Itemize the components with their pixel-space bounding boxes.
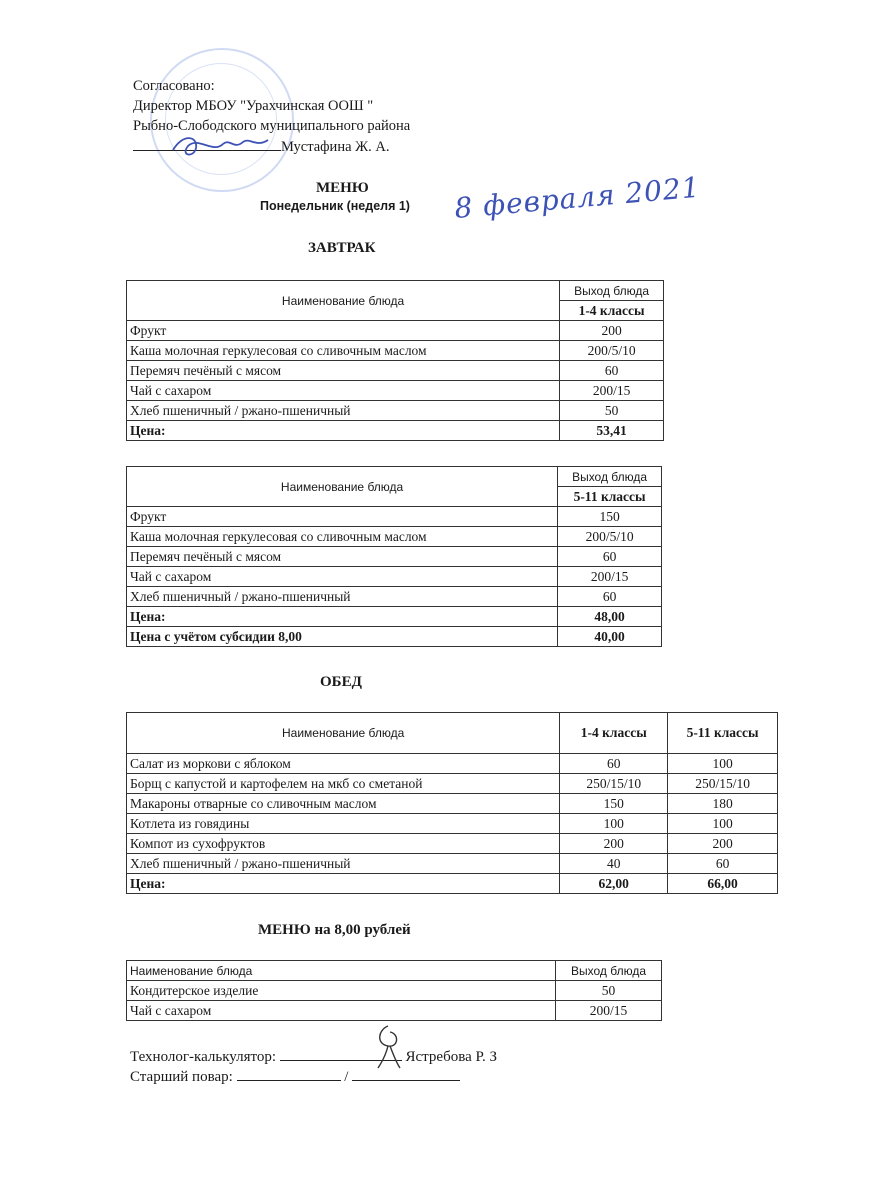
col-header-name: Наименование блюда bbox=[127, 961, 556, 981]
col-header-grade-1-4: 1-4 классы bbox=[560, 713, 668, 754]
table-row: Чай с сахаром 200/15 bbox=[127, 1001, 662, 1021]
table-row: Компот из сухофруктов 200 200 bbox=[127, 834, 778, 854]
col-header-name: Наименование блюда bbox=[127, 713, 560, 754]
menu8-heading: МЕНЮ на 8,00 рублей bbox=[258, 922, 411, 938]
col-header-grade-5-11: 5-11 классы bbox=[668, 713, 778, 754]
cook-line: Старший повар: / bbox=[130, 1066, 460, 1086]
page-title: МЕНЮ bbox=[316, 180, 369, 196]
technologist-label: Технолог-калькулятор: bbox=[130, 1049, 277, 1065]
table-row: Макароны отварные со сливочным маслом 150 180 bbox=[127, 794, 778, 814]
menu8-table bbox=[126, 960, 662, 1021]
col-header-grade: 5-11 классы bbox=[558, 487, 662, 507]
col-header-output: Выход блюда bbox=[560, 281, 664, 301]
approval-line-1: Согласовано: bbox=[133, 78, 215, 94]
table-row: Котлета из говядины 100 100 bbox=[127, 814, 778, 834]
col-header-output: Выход блюда bbox=[558, 467, 662, 487]
table-row: Перемяч печёный с мясом 60 bbox=[127, 547, 662, 567]
page-subtitle: Понедельник (неделя 1) bbox=[260, 199, 410, 213]
price-row: Цена: 48,00 bbox=[127, 607, 662, 627]
technologist-line bbox=[130, 1046, 497, 1066]
table-row: Борщ с капустой и картофелем на мкб со сметаной 250/15/10 250/15/10 bbox=[127, 774, 778, 794]
price-row: Цена: 53,41 bbox=[127, 421, 664, 441]
col-header-grade: 1-4 классы bbox=[560, 301, 664, 321]
director-name: Мустафина Ж. А. bbox=[281, 139, 390, 155]
table-row: Хлеб пшеничный / ржано-пшеничный 40 60 bbox=[127, 854, 778, 874]
lunch-heading: ОБЕД bbox=[320, 674, 362, 690]
handwritten-date: 8 февраля 2021 bbox=[453, 170, 702, 225]
subsidy-price-row: Цена с учётом субсидии 8,00 40,00 bbox=[127, 627, 662, 647]
table-row: Чай с сахаром 200/15 bbox=[127, 567, 662, 587]
technologist-name: Ястребова Р. З bbox=[405, 1049, 497, 1065]
breakfast-heading: ЗАВТРАК bbox=[308, 240, 376, 256]
table-row: Каша молочная геркулесовая со сливочным маслом 200/5/10 bbox=[127, 527, 662, 547]
table-row: Салат из моркови с яблоком 60 100 bbox=[127, 754, 778, 774]
col-header-name: Наименование блюда bbox=[127, 467, 558, 507]
table-row: Фрукт 150 bbox=[127, 507, 662, 527]
table-row: Фрукт 200 bbox=[127, 321, 664, 341]
table-row: Хлеб пшеничный / ржано-пшеничный 50 bbox=[127, 401, 664, 421]
table-row: Хлеб пшеничный / ржано-пшеничный 60 bbox=[127, 587, 662, 607]
breakfast-table-1-4 bbox=[126, 280, 664, 441]
director-signature bbox=[168, 128, 278, 168]
approval-line-2: Директор МБОУ "Урахчинская ООШ " bbox=[133, 98, 374, 114]
breakfast-table-5-11 bbox=[126, 466, 662, 647]
col-header-name: Наименование блюда bbox=[127, 281, 560, 321]
table-row: Перемяч печёный с мясом 60 bbox=[127, 361, 664, 381]
cook-label: Старший повар: bbox=[130, 1069, 233, 1085]
table-row: Чай с сахаром 200/15 bbox=[127, 381, 664, 401]
price-row: Цена: 62,00 66,00 bbox=[127, 874, 778, 894]
table-row: Кондитерское изделие 50 bbox=[127, 981, 662, 1001]
lunch-table bbox=[126, 712, 778, 894]
col-header-output: Выход блюда bbox=[556, 961, 662, 981]
technologist-signature bbox=[360, 1022, 420, 1070]
approval-line-3: Рыбно-Слободского муниципального района bbox=[133, 118, 411, 134]
table-row: Каша молочная геркулесовая со сливочным маслом 200/5/10 bbox=[127, 341, 664, 361]
